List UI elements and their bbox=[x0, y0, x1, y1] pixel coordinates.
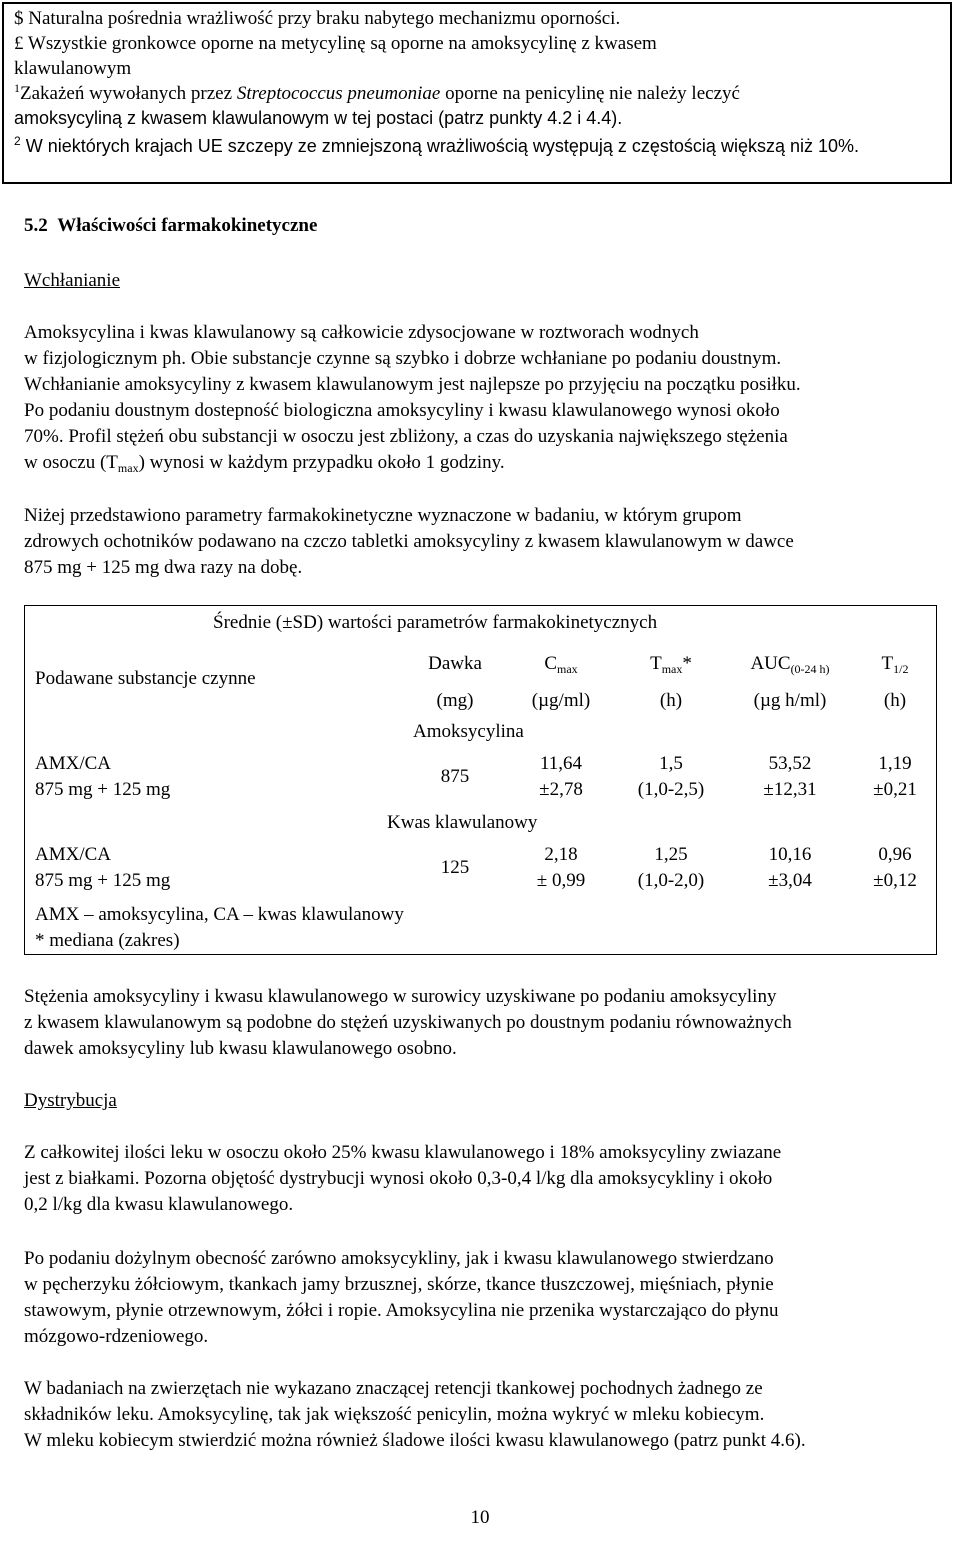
row1-tmax-range: (1,0-2,5) bbox=[637, 779, 705, 800]
footnote-2-mark: 2 bbox=[14, 134, 21, 148]
footnote-1-organism: Streptococcus pneumoniae bbox=[236, 83, 441, 104]
tmax-symbol: T bbox=[650, 653, 662, 674]
table-header-dose: Dawka bbox=[428, 653, 482, 674]
distribution-p3-line2: składników leku. Amoksycylinę, tak jak większość penicylin, można wykryć w mleku kobiecym. bbox=[24, 1404, 765, 1425]
absorption-heading: Wchłanianie bbox=[24, 270, 121, 291]
tmax-star: * bbox=[682, 653, 692, 674]
row1-substance-line1: AMX/CA bbox=[35, 753, 112, 774]
row2-tmax-range: (1,0-2,0) bbox=[637, 870, 705, 891]
table-unit-thalf: (h) bbox=[883, 690, 907, 711]
row1-cmax-sd: ±2,78 bbox=[539, 779, 583, 800]
row2-cmax-mean: 2,18 bbox=[544, 844, 578, 865]
cmax-subscript: max bbox=[557, 662, 578, 676]
absorption-p1-line6-b: ) wynosi w każdym przypadku około 1 godziny. bbox=[138, 452, 505, 473]
footnote-1-text-b: oporne na penicylinę nie należy leczyć bbox=[440, 83, 740, 104]
distribution-paragraph-2 bbox=[24, 1246, 954, 1350]
absorption-p2-line1: Niżej przedstawiono parametry farmakokinetyczne wyznaczone w badaniu, w którym grupom bbox=[24, 505, 742, 526]
absorption-p1-line6-a: w osoczu (T bbox=[24, 452, 118, 473]
distribution-p2-line4: mózgowo-rdzeniowego. bbox=[24, 1326, 209, 1347]
footnote-1 bbox=[14, 81, 942, 106]
table-group-clavulanic: Kwas klawulanowy bbox=[387, 812, 538, 833]
row1-tmax-median: 1,5 bbox=[659, 753, 683, 774]
distribution-paragraph-1 bbox=[24, 1140, 954, 1218]
footnote-dollar: $ Naturalna pośrednia wrażliwość przy braku nabytego mechanizmu oporności. bbox=[14, 8, 621, 29]
page-number: 10 bbox=[470, 1507, 490, 1528]
row1-thalf-mean: 1,19 bbox=[878, 753, 912, 774]
row1-thalf-sd: ±0,21 bbox=[873, 779, 917, 800]
row2-auc-sd: ±3,04 bbox=[768, 870, 812, 891]
row2-auc-mean: 10,16 bbox=[768, 844, 812, 865]
footnote-2-text: W niektórych krajach UE szczepy ze zmniejszoną wrażliwością występują z częstością większą niż 10%. bbox=[25, 136, 860, 156]
row1-auc-sd: ±12,31 bbox=[763, 779, 817, 800]
footnote-2 bbox=[14, 134, 942, 159]
distribution-p1-line1: Z całkowitej ilości leku w osoczu około 25% kwasu klawulanowego i 18% amoksycyliny zwiazane bbox=[24, 1142, 782, 1163]
absorption-paragraph-2 bbox=[24, 503, 954, 581]
absorption-p1-line2: w fizjologicznym ph. Obie substancje czynne są szybko i dobrze wchłaniane po podaniu doustnym. bbox=[24, 348, 782, 369]
table-col-substance: Podawane substancje czynne bbox=[35, 668, 256, 689]
table-group-amoxicillin: Amoksycylina bbox=[413, 721, 524, 742]
table-header-cmax bbox=[505, 651, 617, 677]
section-title: Właściwości farmakokinetyczne bbox=[57, 215, 318, 236]
row1-dose: 875 bbox=[440, 766, 470, 787]
absorption-p1-line4: Po podaniu doustnym dostepność biologiczna amoksycyliny i kwasu klawulanowego wynosi około bbox=[24, 400, 780, 421]
distribution-heading: Dystrybucja bbox=[24, 1090, 117, 1111]
table-header-thalf bbox=[855, 651, 935, 677]
auc-subscript: (0-24 h) bbox=[790, 662, 830, 676]
table-header-auc bbox=[725, 651, 855, 677]
footnote-1-text-a: Zakażeń wywołanych przez bbox=[20, 83, 237, 104]
after-table-paragraph bbox=[24, 984, 954, 1062]
row2-tmax-median: 1,25 bbox=[654, 844, 688, 865]
row2-thalf-mean: 0,96 bbox=[878, 844, 912, 865]
thalf-subscript: 1/2 bbox=[893, 662, 909, 676]
row2-thalf-sd: ±0,12 bbox=[873, 870, 917, 891]
distribution-paragraph-3 bbox=[24, 1376, 954, 1454]
table-unit-dose: (mg) bbox=[436, 690, 474, 711]
section-heading bbox=[24, 213, 317, 239]
row2-cmax-sd: ± 0,99 bbox=[536, 870, 586, 891]
distribution-p2-line3: stawowym, płynie otrzewnowym, żółci i ropie. Amoksycylina nie przenika wystarczająco do płynu bbox=[24, 1300, 779, 1321]
absorption-p2-line3: 875 mg + 125 mg dwa razy na dobę. bbox=[24, 557, 303, 578]
footnote-1-line2: amoksycyliną z kwasem klawulanowym w tej postaci (patrz punkty 4.2 i 4.4). bbox=[14, 108, 623, 128]
absorption-p2-line2: zdrowych ochotników podawano na czczo tabletki amoksycyliny z kwasem klawulanowym w dawce bbox=[24, 531, 794, 552]
auc-symbol: AUC bbox=[750, 653, 791, 674]
table-legend-abbreviations: AMX – amoksycylina, CA – kwas klawulanowy bbox=[35, 904, 404, 925]
distribution-p1-line3: 0,2 l/kg dla kwasu klawulanowego. bbox=[24, 1194, 294, 1215]
row2-dose: 125 bbox=[440, 857, 470, 878]
distribution-p3-line3: W mleku kobiecym stwierdzić można również śladowe ilości kwasu klawulanowego (patrz punkt 4.6). bbox=[24, 1430, 806, 1451]
tmax-subscript: max bbox=[117, 461, 139, 475]
distribution-p1-line2: jest z białkami. Pozorna objętość dystrybucji wynosi około 0,3-0,4 l/kg dla amoksycykliny i około bbox=[24, 1168, 773, 1189]
absorption-p1-line3: Wchłanianie amoksycyliny z kwasem klawulanowym jest najlepsze po przyjęciu na początku posiłku. bbox=[24, 374, 801, 395]
thalf-symbol: T bbox=[881, 653, 894, 674]
row1-auc-mean: 53,52 bbox=[768, 753, 812, 774]
cmax-symbol: C bbox=[544, 653, 557, 674]
row2-substance-line2: 875 mg + 125 mg bbox=[35, 870, 171, 891]
after-table-line3: dawek amoksycyliny lub kwasu klawulanowego osobno. bbox=[24, 1038, 457, 1059]
table-header-tmax bbox=[617, 651, 725, 677]
footnote-pound: £ Wszystkie gronkowce oporne na metycylinę są oporne na amoksycylinę z kwasem klawulanowym bbox=[14, 33, 657, 79]
after-table-line1: Stężenia amoksycyliny i kwasu klawulanowego w surowicy uzyskiwane po podaniu amoksycyliny bbox=[24, 986, 777, 1007]
table-title: Średnie (±SD) wartości parametrów farmakokinetycznych bbox=[213, 612, 658, 633]
footnote-1-mark: 1 bbox=[14, 81, 20, 95]
table-unit-cmax: (µg/ml) bbox=[531, 690, 591, 711]
row1-cmax-mean: 11,64 bbox=[539, 753, 583, 774]
table-legend-median: * mediana (zakres) bbox=[35, 930, 180, 951]
footnote-box bbox=[2, 2, 952, 184]
row2-substance-line1: AMX/CA bbox=[35, 844, 112, 865]
distribution-p2-line1: Po podaniu dożylnym obecność zarówno amoksycykliny, jak i kwasu klawulanowego stwierdzano bbox=[24, 1248, 774, 1269]
distribution-p3-line1: W badaniach na zwierzętach nie wykazano znaczącej retencji tkankowej pochodnych żadnego ze bbox=[24, 1378, 763, 1399]
absorption-p1-line5: 70%. Profil stężeń obu substancji w osoczu jest zbliżony, a czas do uzyskania największego stężenia bbox=[24, 426, 788, 447]
pk-parameters-table bbox=[24, 605, 937, 955]
row1-substance-line2: 875 mg + 125 mg bbox=[35, 779, 171, 800]
table-unit-auc: (µg h/ml) bbox=[753, 690, 827, 711]
absorption-paragraph-1 bbox=[24, 320, 954, 476]
table-unit-tmax: (h) bbox=[659, 690, 683, 711]
tmax-header-subscript: max bbox=[661, 662, 683, 676]
section-number: 5.2 bbox=[24, 215, 48, 236]
absorption-p1-line1: Amoksycylina i kwas klawulanowy są całkowicie zdysocjowane w roztworach wodnych bbox=[24, 322, 699, 343]
after-table-line2: z kwasem klawulanowym są podobne do stężeń uzyskiwanych po doustnym podaniu równoważnych bbox=[24, 1012, 792, 1033]
absorption-p1-line6 bbox=[24, 450, 954, 476]
distribution-p2-line2: w pęcherzyku żółciowym, tkankach jamy brzusznej, skórze, tkance tłuszczowej, mięśniach, płynie bbox=[24, 1274, 774, 1295]
